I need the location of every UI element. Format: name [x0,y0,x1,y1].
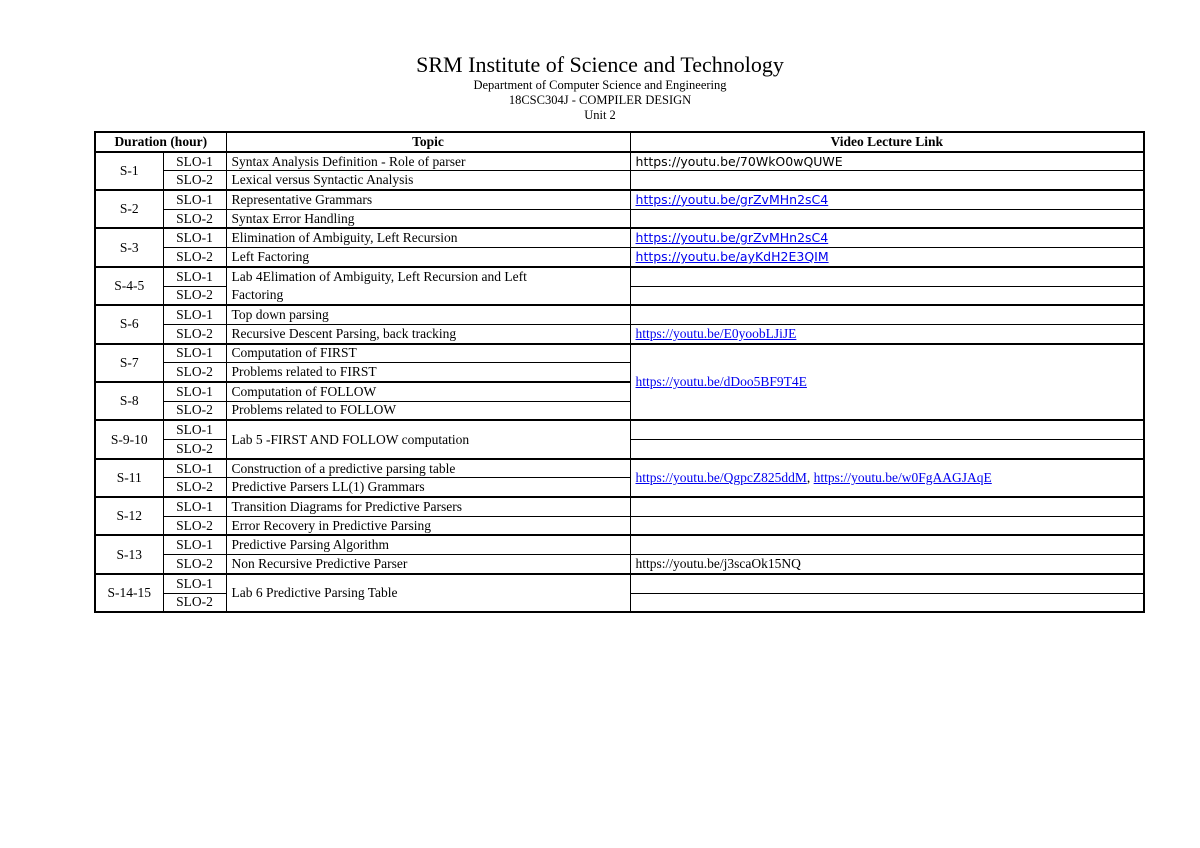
topic-cell: Left Factoring [226,248,630,267]
link-column-header: Video Lecture Link [630,132,1144,152]
topic-cell: Representative Grammars [226,190,630,209]
session-label: S-11 [95,459,163,497]
video-link-cell [630,190,1144,209]
link-separator: , [806,469,814,485]
video-link[interactable]: https://youtu.be/E0yoobLJiJE [635,325,797,341]
topic-cell: Non Recursive Predictive Parser [226,555,630,574]
video-link-cell [630,152,1144,171]
topic-cell: Computation of FIRST [226,344,630,363]
session-label: S-8 [95,382,163,420]
slo-label: SLO-1 [163,382,226,401]
slo-label: SLO-2 [163,171,226,190]
institute-title: SRM Institute of Science and Technology [416,52,784,77]
slo-label: SLO-2 [163,478,226,497]
video-link[interactable]: https://youtu.be/ayKdH2E3QIM [635,248,829,264]
video-link-cell [630,420,1144,439]
topic-cell: Problems related to FIRST [226,363,630,382]
topic-cell: Recursive Descent Parsing, back tracking [226,324,630,343]
slo-label: SLO-1 [163,305,226,324]
slo-label: SLO-2 [163,363,226,382]
topic-cell: Lexical versus Syntactic Analysis [226,171,630,190]
table-row [95,171,1144,190]
topic-cell: Lab 5 -FIRST AND FOLLOW computation [226,420,630,458]
table-row [95,420,1144,439]
topic-column-header: Topic [226,132,630,152]
video-link-cell [630,440,1144,459]
slo-label: SLO-1 [163,190,226,209]
video-link-cell [630,324,1144,343]
video-link-cell [630,593,1144,612]
slo-label: SLO-1 [163,152,226,171]
table-header-row [95,132,1144,152]
table-row [95,152,1144,171]
video-link-cell [630,555,1144,574]
table-row [95,574,1144,593]
session-label: S-12 [95,497,163,535]
slo-label: SLO-2 [163,440,226,459]
topic-cell: Top down parsing [226,305,630,324]
table-row [95,228,1144,247]
session-label: S-4-5 [95,267,163,305]
session-label: S-3 [95,228,163,266]
video-link-cell [630,209,1144,228]
duration-column-header: Duration (hour) [95,132,226,152]
video-link-cell [630,344,1144,421]
table-row [95,286,1144,305]
table-row [95,209,1144,228]
slo-label: SLO-2 [163,516,226,535]
video-link-text: https://youtu.be/j3scaOk15NQ [635,555,801,571]
topic-cell: Syntax Error Handling [226,209,630,228]
video-link[interactable]: https://youtu.be/w0FgAAGJAqE [813,469,992,485]
video-link[interactable]: https://youtu.be/grZvMHn2sC4 [635,230,829,246]
slo-label: SLO-1 [163,497,226,516]
topic-cell: Syntax Analysis Definition - Role of parser [226,152,630,171]
video-link-cell [630,574,1144,593]
topic-cell: Construction of a predictive parsing table [226,459,630,478]
schedule-table [94,131,1145,613]
topic-cell: Computation of FOLLOW [226,382,630,401]
table-row [95,267,1144,286]
slo-label: SLO-2 [163,324,226,343]
table-row [95,459,1144,478]
video-link-cell [630,535,1144,554]
slo-label: SLO-2 [163,248,226,267]
topic-cell: Predictive Parsers LL(1) Grammars [226,478,630,497]
table-row [95,190,1144,209]
video-link-cell [630,267,1144,286]
slo-label: SLO-1 [163,344,226,363]
topic-cell: Lab 4Elimation of Ambiguity, Left Recursion and Left [226,267,630,286]
video-link-cell [630,497,1144,516]
topic-cell: Error Recovery in Predictive Parsing [226,516,630,535]
session-label: S-6 [95,305,163,343]
slo-label: SLO-2 [163,209,226,228]
topic-cell: Lab 6 Predictive Parsing Table [226,574,630,612]
slo-label: SLO-1 [163,574,226,593]
session-label: S-1 [95,152,163,190]
table-row [95,248,1144,267]
session-label: S-7 [95,344,163,382]
video-link-cell [630,286,1144,305]
session-label: S-2 [95,190,163,228]
video-link[interactable]: https://youtu.be/grZvMHn2sC4 [635,191,829,207]
video-link-cell [630,516,1144,535]
table-row [95,324,1144,343]
department-name: Department of Computer Science and Engineering [473,78,727,92]
course-title: 18CSC304J - COMPILER DESIGN [508,93,692,107]
video-link-cell [630,171,1144,190]
slo-label: SLO-1 [163,267,226,286]
session-label: S-9-10 [95,420,163,458]
table-row [95,305,1144,324]
slo-label: SLO-1 [163,535,226,554]
table-row [95,497,1144,516]
topic-cell: Predictive Parsing Algorithm [226,535,630,554]
video-link-cell [630,459,1144,497]
table-row [95,535,1144,554]
topic-cell: Factoring [226,286,630,305]
slo-label: SLO-1 [163,459,226,478]
video-link-cell [630,305,1144,324]
document-header [0,52,1200,123]
slo-label: SLO-1 [163,228,226,247]
session-label: S-13 [95,535,163,573]
video-link-text: https://youtu.be/70WkO0wQUWE [635,153,843,169]
unit-label: Unit 2 [584,108,616,122]
topic-cell: Elimination of Ambiguity, Left Recursion [226,228,630,247]
table-row [95,555,1144,574]
table-row [95,344,1144,363]
video-link-cell [630,228,1144,247]
topic-cell: Transition Diagrams for Predictive Parsers [226,497,630,516]
slo-label: SLO-1 [163,420,226,439]
topic-cell: Problems related to FOLLOW [226,401,630,420]
slo-label: SLO-2 [163,593,226,612]
video-link[interactable]: https://youtu.be/QgpcZ825ddM [635,469,807,485]
slo-label: SLO-2 [163,555,226,574]
table-row [95,516,1144,535]
video-link[interactable]: https://youtu.be/dDoo5BF9T4E [635,373,807,389]
video-link-cell [630,248,1144,267]
session-label: S-14-15 [95,574,163,612]
slo-label: SLO-2 [163,286,226,305]
slo-label: SLO-2 [163,401,226,420]
